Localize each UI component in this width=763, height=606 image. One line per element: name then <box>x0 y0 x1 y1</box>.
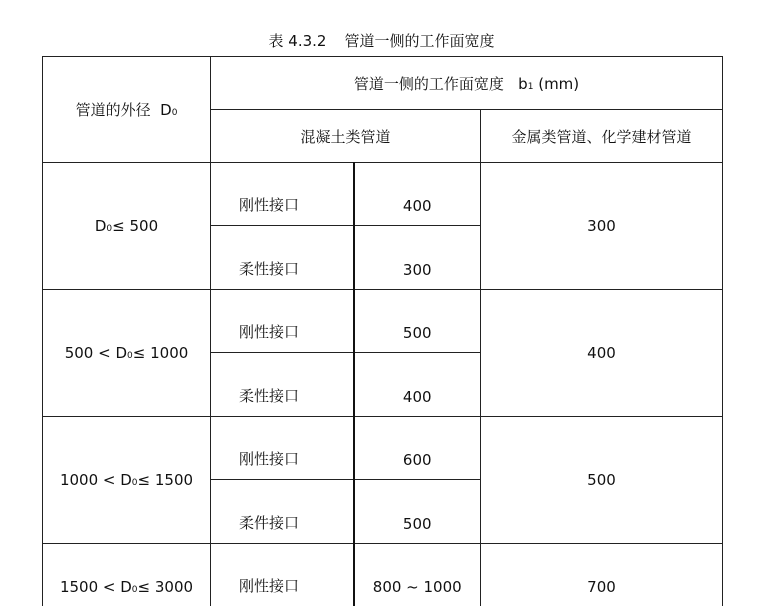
header-row-1 <box>43 57 723 110</box>
table-number: 表 4.3.2 <box>269 32 327 50</box>
diameter-condition: 500 < D0≤ 1000 <box>43 290 211 417</box>
joint-type: 柔性接口 <box>211 226 354 290</box>
joint-type: 柔性接口 <box>211 353 354 417</box>
width-value: 400 <box>354 163 481 226</box>
diameter-condition: 1000 < D0≤ 1500 <box>43 417 211 544</box>
width-value: 500 <box>354 290 481 353</box>
width-value: 500 <box>354 480 481 544</box>
metal-width-value: 700 <box>481 544 723 606</box>
table-title: 管道一侧的工作面宽度 <box>344 32 494 50</box>
diameter-condition: D0≤ 500 <box>43 163 211 290</box>
joint-type: 刚性接口 <box>211 290 354 353</box>
table-caption <box>0 30 763 51</box>
joint-type: 柔件接口 <box>211 480 354 544</box>
joint-type: 刚性接口 <box>211 163 354 226</box>
metal-width-value: 300 <box>481 163 723 290</box>
header-outer-diameter: 管道的外径 D0 <box>43 57 211 163</box>
work-width-table <box>42 56 723 606</box>
header-concrete-pipe: 混凝土类管道 <box>211 110 481 163</box>
header-work-width: 管道一侧的工作面宽度 b1 (mm) <box>211 57 723 110</box>
width-value: 600 <box>354 417 481 480</box>
table-row <box>43 290 723 353</box>
table-row <box>43 417 723 480</box>
diameter-condition: 1500 < D0≤ 3000 <box>43 544 211 606</box>
joint-type: 刚性接口 <box>211 417 354 480</box>
table-row <box>43 163 723 226</box>
table-row <box>43 544 723 606</box>
metal-width-value: 500 <box>481 417 723 544</box>
width-value: 300 <box>354 226 481 290</box>
width-value: 400 <box>354 353 481 417</box>
joint-type: 刚性接口 <box>211 544 354 606</box>
width-value: 800 ~ 1000 <box>354 544 481 606</box>
header-metal-pipe: 金属类管道、化学建材管道 <box>481 110 723 163</box>
metal-width-value: 400 <box>481 290 723 417</box>
